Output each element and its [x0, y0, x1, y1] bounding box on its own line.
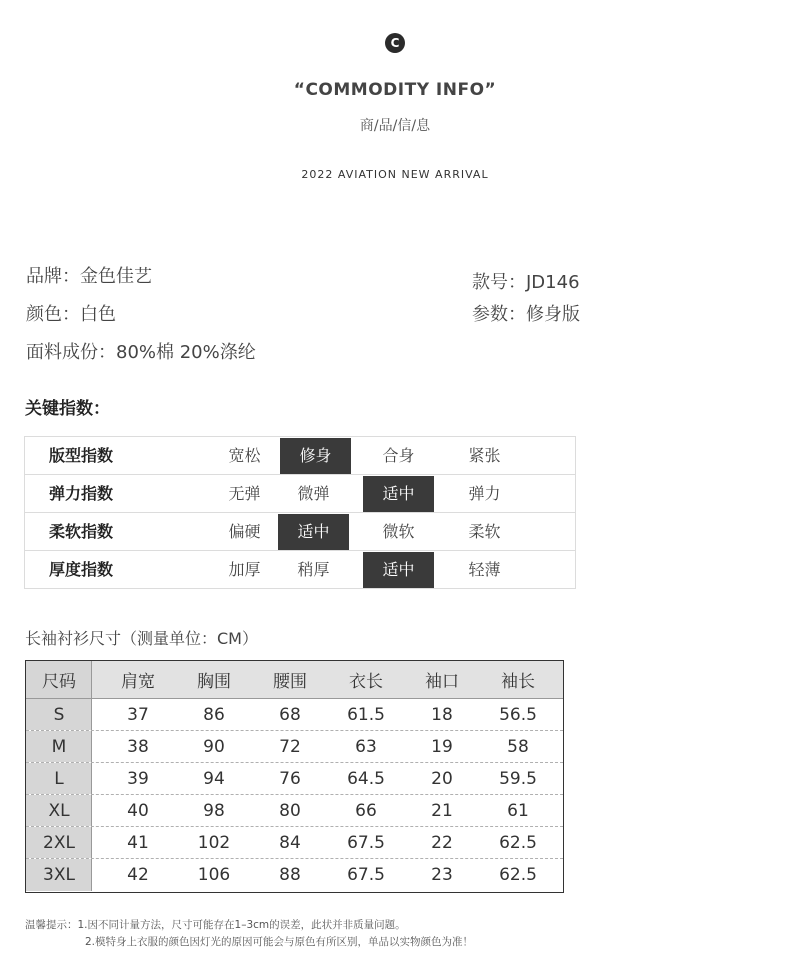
- key-index-option: 适中: [278, 514, 349, 550]
- page-title-cn: 商/品/信/息: [359, 118, 431, 134]
- table-cell: 66: [355, 800, 377, 821]
- table-cell: 18: [431, 704, 453, 725]
- size-header-cell: 尺码: [42, 672, 76, 692]
- key-index-option: 微弹: [297, 484, 330, 503]
- info-fabric: 面料成份：80%棉 20%涤纶: [26, 342, 256, 363]
- table-cell: 64.5: [347, 768, 385, 789]
- size-label-cell: 2XL: [43, 832, 75, 853]
- table-cell: 98: [203, 800, 225, 821]
- tip-line-1: 温馨提示：1.因不同计量方法，尺寸可能存在1–3cm的误差，此状并非质量问题。: [25, 919, 406, 931]
- key-index-option: 轻薄: [468, 560, 501, 579]
- table-cell: 61.5: [347, 704, 385, 725]
- logo-icon: C: [385, 33, 405, 53]
- size-chart-caption: 长袖衬衫尺寸（测量单位：CM）: [25, 629, 258, 648]
- key-index-option: 修身: [280, 438, 351, 474]
- table-cell: 40: [127, 800, 149, 821]
- table-cell: 37: [127, 704, 149, 725]
- page-subtitle: 2022 AVIATION NEW ARRIVAL: [301, 168, 489, 181]
- size-label-cell: S: [53, 704, 65, 725]
- key-index-option: 合身: [382, 446, 415, 465]
- table-cell: 90: [203, 736, 225, 757]
- table-cell: 59.5: [499, 768, 537, 789]
- table-cell: 106: [197, 865, 231, 885]
- table-cell: 102: [197, 832, 231, 853]
- key-index-row: [25, 551, 575, 589]
- key-index-option: 微软: [382, 522, 415, 541]
- key-index-option: 无弹: [228, 484, 261, 503]
- size-chart-table: [25, 660, 564, 893]
- table-cell: 39: [127, 768, 149, 789]
- key-index-option: 加厚: [228, 560, 261, 579]
- key-index-option: 弹力: [468, 484, 501, 503]
- table-cell: 76: [279, 768, 301, 789]
- table-row: [26, 731, 563, 763]
- tip-line-2: 2.模特身上衣服的颜色因灯光的原因可能会与原色有所区别，单品以实物颜色为准！: [85, 936, 474, 948]
- table-cell: 42: [127, 865, 149, 885]
- table-cell: 86: [203, 704, 225, 725]
- table-cell: 63: [355, 736, 377, 757]
- key-index-label: 弹力指数: [49, 484, 114, 503]
- size-label-cell: M: [51, 736, 67, 757]
- table-cell: 68: [279, 704, 301, 725]
- size-label-cell: 3XL: [43, 865, 75, 885]
- info-style-no: 款号：JD146: [472, 272, 580, 293]
- table-cell: 41: [127, 832, 149, 853]
- size-header-cell: 胸围: [197, 672, 231, 692]
- table-row: [26, 827, 563, 859]
- size-chart-header-row: [26, 661, 563, 699]
- table-cell: 20: [431, 768, 453, 789]
- key-index-option: 偏硬: [228, 522, 261, 541]
- table-cell: 72: [279, 736, 301, 757]
- table-row: [26, 795, 563, 827]
- table-cell: 67.5: [347, 832, 385, 853]
- info-fit: 参数：修身版: [472, 304, 580, 325]
- size-header-cell: 袖口: [425, 672, 459, 692]
- key-index-row: [25, 475, 575, 513]
- key-index-option: 稍厚: [297, 560, 330, 579]
- table-row: [26, 859, 563, 891]
- size-header-cell: 袖长: [501, 672, 535, 692]
- table-cell: 56.5: [499, 704, 537, 725]
- key-index-option: 宽松: [228, 446, 261, 465]
- key-index-label: 柔软指数: [49, 522, 114, 541]
- table-cell: 19: [431, 736, 453, 757]
- table-cell: 23: [431, 865, 453, 885]
- table-cell: 67.5: [347, 865, 385, 885]
- key-index-title: 关键指数：: [25, 399, 110, 419]
- key-index-row: [25, 513, 575, 551]
- table-cell: 94: [203, 768, 225, 789]
- key-index-option: 柔软: [468, 522, 501, 541]
- table-cell: 38: [127, 736, 149, 757]
- info-brand: 品牌：金色佳艺: [26, 266, 152, 287]
- size-header-cell: 衣长: [349, 672, 383, 692]
- page-title: “COMMODITY INFO”: [293, 80, 497, 100]
- size-label-cell: XL: [48, 800, 70, 821]
- key-index-option: 紧张: [468, 446, 501, 465]
- table-cell: 22: [431, 832, 453, 853]
- table-cell: 62.5: [499, 865, 537, 885]
- table-cell: 58: [507, 736, 529, 757]
- key-index-row: [25, 437, 575, 475]
- table-row: [26, 699, 563, 731]
- table-cell: 84: [279, 832, 301, 853]
- key-index-label: 版型指数: [49, 446, 114, 465]
- table-row: [26, 763, 563, 795]
- key-index-label: 厚度指数: [49, 560, 114, 579]
- info-color: 颜色：白色: [26, 304, 116, 325]
- table-cell: 61: [507, 800, 529, 821]
- table-cell: 62.5: [499, 832, 537, 853]
- size-header-cell: 腰围: [273, 672, 307, 692]
- size-header-cell: 肩宽: [121, 672, 155, 692]
- key-index-option: 适中: [363, 476, 434, 512]
- key-index-table: [24, 436, 576, 589]
- table-cell: 88: [279, 865, 301, 885]
- table-cell: 80: [279, 800, 301, 821]
- table-cell: 21: [431, 800, 453, 821]
- key-index-option: 适中: [363, 552, 434, 588]
- size-label-cell: L: [54, 768, 64, 789]
